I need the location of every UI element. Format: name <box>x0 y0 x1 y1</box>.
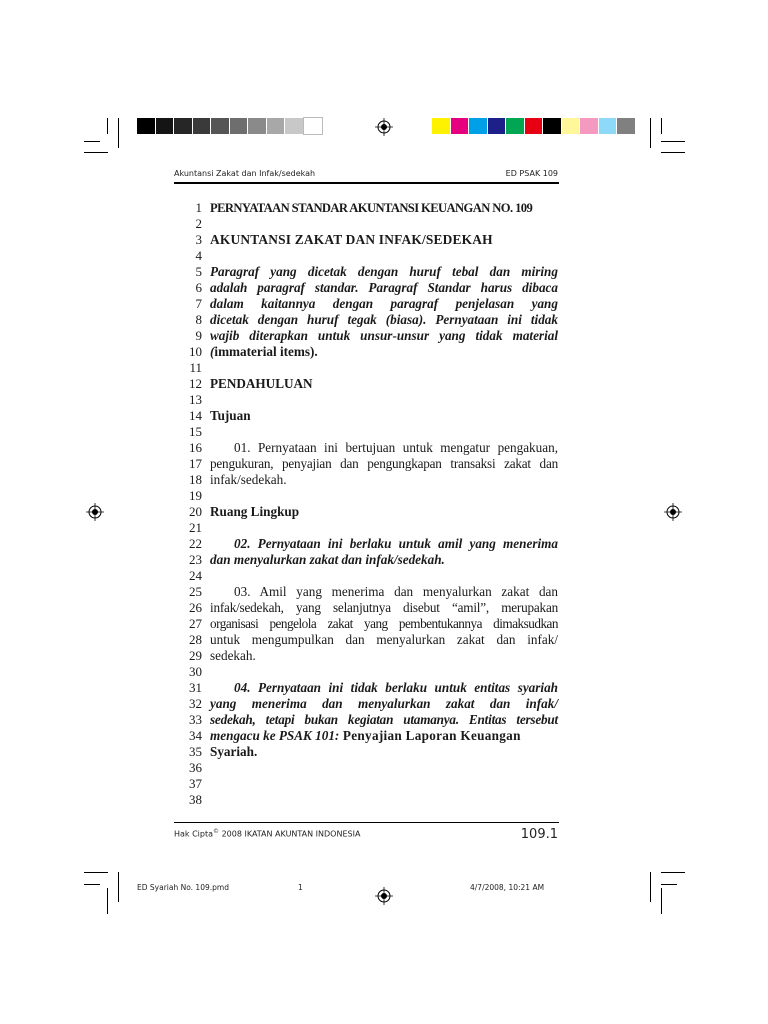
registration-mark-top-icon <box>375 118 393 136</box>
line-number: 10 <box>189 344 202 359</box>
copyright-notice <box>174 828 360 839</box>
slug-page: 1 <box>298 883 303 892</box>
intro-line-6: adalah paragraf standar. Paragraf Standar harus dibaca <box>210 280 558 295</box>
registration-mark-bottom-icon <box>375 887 393 905</box>
paragraph-02-line-2: dan menyalurkan zakat dan infak/sedekah. <box>210 552 445 567</box>
gray-swatch <box>137 118 156 134</box>
intro-line-5: Paragraf yang dicetak dengan huruf tebal dan miring <box>210 264 558 279</box>
line-number: 38 <box>189 792 202 807</box>
line-number: 15 <box>189 424 202 439</box>
color-swatch <box>488 118 507 134</box>
paragraph-01-line-2: pengukuran, penyajian dan pengungkapan transaksi zakat dan <box>210 456 558 471</box>
color-swatch <box>525 118 544 134</box>
crop-mark-bottom-left-h <box>84 872 108 873</box>
line-number: 27 <box>189 616 202 631</box>
color-calibration-bar <box>432 118 636 134</box>
psak-reference-title: Penyajian Laporan Keuangan <box>339 728 521 743</box>
gray-swatch <box>248 118 267 134</box>
gray-swatch <box>211 118 230 134</box>
crop-mark-top-right-h <box>661 141 685 142</box>
crop-mark-top-left-v2 <box>107 118 108 134</box>
intro-line-7: dalam kaitannya dengan paragraf penjelasan yang <box>210 296 558 311</box>
line-number: 21 <box>189 520 202 535</box>
intro-line-10 <box>210 344 558 360</box>
crop-mark-bottom-right-h2 <box>661 884 677 885</box>
line-number: 37 <box>189 776 202 791</box>
line-number: 30 <box>189 664 202 679</box>
line-number: 14 <box>189 408 202 423</box>
line-number: 17 <box>189 456 202 471</box>
line-number: 29 <box>189 648 202 663</box>
gray-swatch <box>304 118 323 134</box>
paragraph-03-line-1: 03. Amil yang menerima dan menyalurkan zakat dan <box>234 584 558 599</box>
crop-mark-top-right-v2 <box>661 118 662 134</box>
paragraph-03-line-4: untuk mengumpulkan dan menyalurkan zakat dan infak/ <box>210 632 558 647</box>
line-number: 16 <box>189 440 202 455</box>
line-number: 23 <box>189 552 202 567</box>
crop-mark-top-right-v <box>650 118 651 148</box>
line-number: 34 <box>189 728 202 743</box>
gray-swatch <box>193 118 212 134</box>
paragraph-02-line-1: 02. Pernyataan ini berlaku untuk amil yang menerima <box>234 536 558 551</box>
running-header-title: Akuntansi Zakat dan Infak/sedekah <box>174 169 316 178</box>
line-number: 5 <box>195 264 202 279</box>
line-number: 6 <box>195 280 202 295</box>
footer-rule <box>174 822 559 823</box>
standard-subtitle: AKUNTANSI ZAKAT DAN INFAK/SEDEKAH <box>210 232 493 247</box>
paragraph-04-line-2: yang menerima dan menyalurkan zakat dan infak/ <box>210 696 558 711</box>
crop-mark-top-left-h2 <box>84 141 100 142</box>
crop-mark-bottom-right-v2 <box>661 888 662 914</box>
color-swatch <box>580 118 599 134</box>
line-number: 20 <box>189 504 202 519</box>
gray-swatch <box>285 118 304 134</box>
line-number: 13 <box>189 392 202 407</box>
intro-line-10-paren: ( <box>210 344 215 359</box>
line-number: 35 <box>189 744 202 759</box>
color-swatch <box>432 118 451 134</box>
line-number: 24 <box>189 568 202 583</box>
copyright-symbol: © <box>213 828 220 835</box>
line-number: 19 <box>189 488 202 503</box>
color-swatch <box>543 118 562 134</box>
page-number: 109.1 <box>520 827 558 842</box>
line-number: 26 <box>189 600 202 615</box>
paragraph-04-line-5: Syariah. <box>210 744 258 759</box>
crop-mark-top-left-v <box>118 118 119 148</box>
paragraph-01-line-1: 01. Pernyataan ini bertujuan untuk mengatur pengakuan, <box>234 440 558 455</box>
line-number: 3 <box>195 232 202 247</box>
section-heading-pendahuluan: PENDAHULUAN <box>210 376 313 391</box>
line-number: 11 <box>189 360 202 375</box>
paragraph-03-line-3: organisasi pengelola zakat yang pembentukannya dimaksudkan <box>210 616 558 631</box>
line-number: 22 <box>189 536 202 551</box>
line-number: 31 <box>189 680 202 695</box>
registration-mark-right-icon <box>664 503 682 521</box>
slug-filename: ED Syariah No. 109.pmd <box>137 883 229 892</box>
gray-swatch <box>156 118 175 134</box>
running-header-code: ED PSAK 109 <box>505 169 558 178</box>
crop-mark-top-right-h2 <box>661 152 685 153</box>
crop-mark-bottom-right-v <box>650 872 651 902</box>
color-swatch <box>451 118 470 134</box>
line-number: 1 <box>195 200 202 215</box>
crop-mark-bottom-left-v <box>107 888 108 914</box>
grayscale-calibration-bar <box>137 118 322 134</box>
gray-swatch <box>174 118 193 134</box>
intro-line-9: wajib diterapkan untuk unsur-unsur yang tidak material <box>210 328 558 343</box>
line-number: 28 <box>189 632 202 647</box>
line-number: 7 <box>195 296 202 311</box>
paragraph-01-line-3: infak/sedekah. <box>210 472 287 487</box>
paragraph-04-line-4 <box>210 728 558 744</box>
line-number: 8 <box>195 312 202 327</box>
color-swatch <box>469 118 488 134</box>
line-number: 33 <box>189 712 202 727</box>
slug-datetime: 4/7/2008, 10:21 AM <box>470 883 545 892</box>
line-number: 2 <box>195 216 202 231</box>
subheading-ruang-lingkup: Ruang Lingkup <box>210 504 300 519</box>
line-number: 36 <box>189 760 202 775</box>
paragraph-03-line-5: sedekah. <box>210 648 256 663</box>
paragraph-04-line-3: sedekah, tetapi bukan kegiatan utamanya. Entitas tersebut <box>210 712 558 727</box>
standard-title: PERNYATAAN STANDAR AKUNTANSI KEUANGAN NO. 109 <box>210 201 533 215</box>
line-number: 18 <box>189 472 202 487</box>
psak-reference: mengacu ke PSAK 101: <box>210 728 340 743</box>
gray-swatch <box>267 118 286 134</box>
gray-swatch <box>230 118 249 134</box>
line-number: 12 <box>189 376 202 391</box>
registration-mark-left-icon <box>86 503 104 521</box>
line-number: 32 <box>189 696 202 711</box>
intro-line-10-text: immaterial items). <box>214 344 318 359</box>
color-swatch <box>562 118 581 134</box>
crop-mark-bottom-left-h2 <box>84 884 100 885</box>
paragraph-03-line-2: infak/sedekah, yang selanjutnya disebut “amil”, merupakan <box>210 600 558 615</box>
color-swatch <box>506 118 525 134</box>
color-swatch <box>599 118 618 134</box>
crop-mark-bottom-left-v2 <box>118 872 119 902</box>
header-rule <box>174 182 559 184</box>
line-number: 9 <box>195 328 202 343</box>
intro-line-8: dicetak dengan huruf tegak (biasa). Pernyataan ini tidak <box>210 312 558 327</box>
line-number: 4 <box>195 248 202 263</box>
copyright-prefix: Hak Cipta <box>174 829 214 839</box>
subheading-tujuan: Tujuan <box>210 408 251 423</box>
paragraph-04-line-1: 04. Pernyataan ini tidak berlaku untuk entitas syariah <box>234 680 558 695</box>
color-swatch <box>617 118 636 134</box>
copyright-rest: 2008 IKATAN AKUNTAN INDONESIA <box>219 829 361 839</box>
crop-mark-bottom-right-h <box>661 872 685 873</box>
crop-mark-top-left-h <box>84 152 108 153</box>
line-number: 25 <box>189 584 202 599</box>
